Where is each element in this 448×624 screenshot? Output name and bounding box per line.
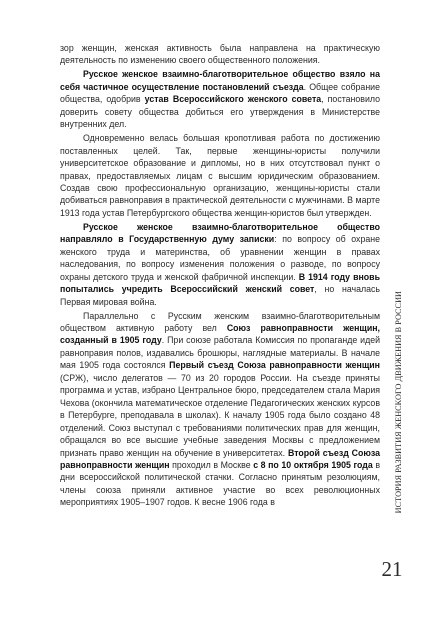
emphasized-text: с 8 по 10 октября 1905 года: [253, 459, 373, 470]
paragraph: [60, 221, 380, 308]
paragraph-text: в дни всероссийской политической стачки. Согласно принятым резолюциям, члены союза приняли активное участие во всех революционных мероприятиях 1905–1907 годов. К весне 1906 года в: [60, 459, 380, 508]
paragraph-text: . Общее собрание общества, одобрив: [60, 81, 380, 105]
body-text: [60, 42, 380, 510]
paragraph: [60, 310, 380, 509]
paragraph-text: проходил в Москве: [169, 459, 254, 470]
emphasized-text: Первый съезд Союза равноправности женщин: [169, 360, 380, 371]
paragraph-text: зор женщин, женская активность была направлена на практическую деятельность по изменению своего общественного положения.: [60, 43, 380, 66]
paragraph-text: , но началась Первая мировая война.: [60, 284, 380, 307]
paragraph-text: (СРЖ), число делегатов — 70 из 20 городов России. На съезде приняты программа и устав, избрано Центральное бюро, председателем стала Мария Чехова (окончила математическое отделение Педагогических женских курсов в Петербурге, преподавала в школах). К началу 1905 года было создано 48 отделений. Союз выступал с требованиями политических прав для женщин, обращался во все высшие учебные заведения Москвы с предложением признать право женщин на обучение в университетах.: [60, 372, 380, 458]
paragraph-text: . При союзе работала Комиссия по пропаганде идей равноправия полов, издавались брошюры, наглядные материалы. В начале мая 1905 года состоялся: [60, 335, 381, 371]
paragraph-text: Параллельно с Русским женским взаимно-благотворительным обществом активную работу вел: [60, 310, 380, 333]
page-number: 21: [381, 557, 403, 581]
paragraph-text: , постановило доверить совету общества добиться его утверждения в Министерстве внутренних дел.: [60, 94, 381, 130]
emphasized-text: В 1914 году вновь попытались учредить Всероссийский женский совет: [60, 271, 380, 295]
emphasized-text: Второй съезд Союза равноправности женщин: [60, 447, 380, 470]
paragraph-text: Одновременно велась большая кропотливая работа по достижению поставленных целей. Так, первые женщины-юристы получили университетское образование и дипломы, но в них отсутствовал пункт о правах, предоставляемых лицам с высшим юридическим образованием. Создав свою профессиональную организацию, женщины-юристы стали добиваться равноправия в практической деятельности с мужчинами. В марте 1913 года устав Петербургского общества женщин-юристов был утвержден.: [60, 133, 380, 218]
emphasized-text: Русское женское взаимно-благотворительное общество направляло в Государственную думу записки: [60, 221, 380, 245]
paragraph-text: : по вопросу об охране женского труда и материнства, об уравнении женщин в правах наследования, по вопросу изменения положения о разводе, по вопросу охраны детского труда и женской фабричной инспекции.: [60, 234, 380, 282]
emphasized-text: Союз равноправности женщин, созданный в 1905 году: [60, 322, 380, 346]
emphasized-text: Русское женское взаимно-благотворительное общество взяло на себя частичное осуществление постановлений съезда: [60, 69, 380, 92]
paragraph: [60, 42, 380, 67]
emphasized-text: устав Всероссийского женского совета: [144, 94, 322, 105]
running-title-text: ИСТОРИЯ РАЗВИТИЯ ЖЕНСКОГО ДВИЖЕНИЯ В РОССИИ: [393, 290, 403, 514]
paragraph: [60, 68, 380, 130]
running-title: [388, 250, 408, 554]
paragraph: [60, 132, 380, 219]
